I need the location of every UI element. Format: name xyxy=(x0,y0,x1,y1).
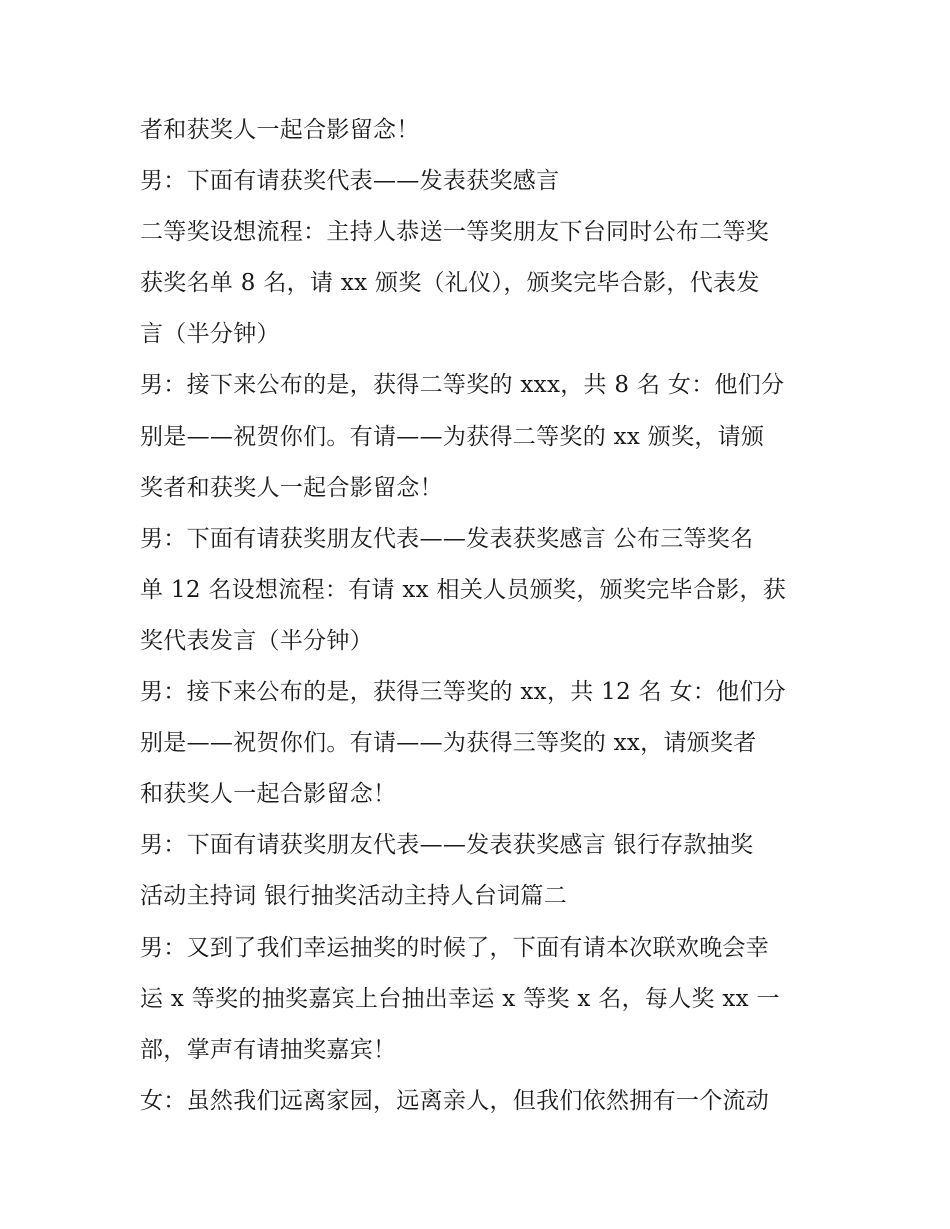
text-line: 男：下面有请获奖代表——发表获奖感言 xyxy=(140,168,560,195)
text-line: 获奖名单 8 名，请 xx 颁奖（礼仪），颁奖完毕合影，代表发 xyxy=(140,270,760,297)
text-line: 者和获奖人一起合影留念！ xyxy=(140,117,420,143)
text-line: 别是——祝贺你们。有请——为获得二等奖的 xx 颁奖，请颁 xyxy=(140,423,765,450)
text-line: 男：下面有请获奖朋友代表——发表获奖感言 公布三等奖名 xyxy=(140,525,754,552)
text-line: 部，掌声有请抽奖嘉宾！ xyxy=(140,1036,397,1063)
text-line: 男：接下来公布的是，获得三等奖的 xx，共 12 名 女：他们分 xyxy=(140,679,787,706)
text-line: 男：下面有请获奖朋友代表——发表获奖感言 银行存款抽奖 xyxy=(140,832,754,859)
text-line: 别是——祝贺你们。有请——为获得三等奖的 xx，请颁奖者 xyxy=(140,730,757,757)
document-body xyxy=(140,105,820,1127)
text-line: 奖者和获奖人一起合影留念！ xyxy=(140,474,443,501)
text-line: 女：虽然我们远离家园，远离亲人，但我们依然拥有一个流动 xyxy=(140,1087,770,1114)
text-line: 男：又到了我们幸运抽奖的时候了，下面有请本次联欢晚会幸 xyxy=(140,934,770,961)
text-line: 奖代表发言（半分钟） xyxy=(140,627,373,654)
text-line: 二等奖设想流程：主持人恭送一等奖朋友下台同时公布二等奖 xyxy=(140,219,770,246)
text-line: 男：接下来公布的是，获得二等奖的 xxx，共 8 名 女：他们分 xyxy=(140,372,785,399)
text-line: 和获奖人一起合影留念！ xyxy=(140,781,397,808)
text-line: 单 12 名设想流程：有请 xx 相关人员颁奖，颁奖完毕合影，获 xyxy=(140,576,787,603)
text-line: 言（半分钟） xyxy=(140,321,280,348)
text-line: 运 x 等奖的抽奖嘉宾上台抽出幸运 x 等奖 x 名，每人奖 xx 一 xyxy=(140,985,780,1012)
text-line: 活动主持词 银行抽奖活动主持人台词篇二 xyxy=(140,883,568,910)
